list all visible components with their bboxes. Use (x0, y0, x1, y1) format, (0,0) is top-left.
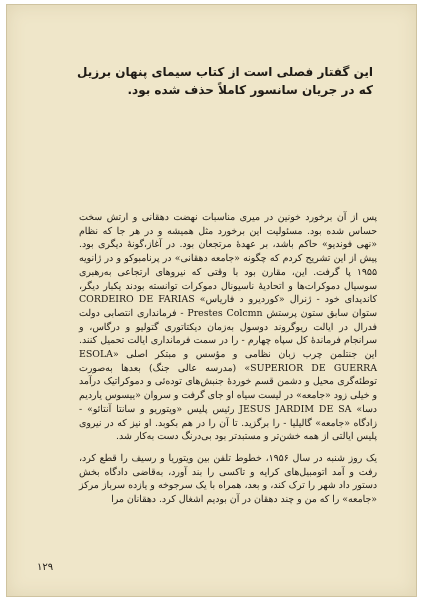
book-page (6, 4, 417, 597)
page-number: ۱۲۹ (37, 562, 54, 573)
paragraph-1: پس از آن برخورد خونین در میری مناسبات نهضت دهقانی و ارتش سخت حساس شده بود. مسئولیت این برخورد مثل همیشه و در هر جا که نظام «نهی فوندیو» حاکم باشد، بر عهدهٔ مرتجعان بود. در آغاز،گونهٔ دیگری بود. پیش از این تشریح کردم که چگونه «جامعه دهقانی» در پرنامبوکو و در ژانویه ۱۹۵۵ پا گرفت. این، مقارن بود با وقتی که نیروهای ارتجاعی به‌رهبری سوسیال دموکرات‌ها و اتحادیهٔ ناسیونال دموکرات توانسته بودند یکبار دیگر، کاندیدای خود - ژنرال «کوردیرو د فاریاس» CORDEIRO DE FARIAS ستوان سابق ستون پرستش Prestes Colcmn - فرمانداری انتصابی دولت فدرال در ایالت ریوگروند دوسول به‌زمان دیکتاتوری گتولیو و درگاس، و سرانجام فرماندهٔ کل سپاه چهارم - را در سمت فرمانداری ایالت تحمیل کنند. این جنتلمن چرب زبان نظامی و مؤسس و مبتکر اصلی «ESOLA SUPERIOR DE GUERRA» (مدرسه عالی جنگ) بعدها به‌صورت توطئه‌گری محیل و دشمن قسم خوردهٔ جنبش‌های توده‌ئی و دموکراتیک درآمد و خیلی زود «جامعه» در لیست سیاه او جای گرفت و سروان «ییسوس یاردیم دسا» JESUS JARDIM DE SA رئیس پلیس «ویتوریو و سانتا آنتائو» - زادگاه «جامعه» گالیلیا - را برگزید. تا آن را در هم بکوبد. او نیز که در نیروی پلیس ایالتی از همه خشن‌تر و مستبدتر بود بی‌درنگ دست به‌کار شد. (79, 212, 377, 443)
body-text (79, 211, 377, 507)
intro-note: این گفتار فصلی است از کتاب سیمای پنهان برزیل که در جریان سانسور کاملاً حذف شده بود. (77, 65, 373, 97)
paragraph-2: یک روز شنبه در سال ۱۹۵۶، خطوط تلفن بین ویتوریا و رسیف را قطع کرد، رفت و آمد اتومبیل‌های کرایه و تاکسی را بند آورد، به‌قاضی دادگاه بخش دستور داد شهر را ترک کند، و بعد، همراه با یک سرجوخه و یازده سرباز مرکز «جامعه» را که من و چند دهقان در آن بودیم اشغال کرد. دهقانان مرا (79, 452, 377, 506)
